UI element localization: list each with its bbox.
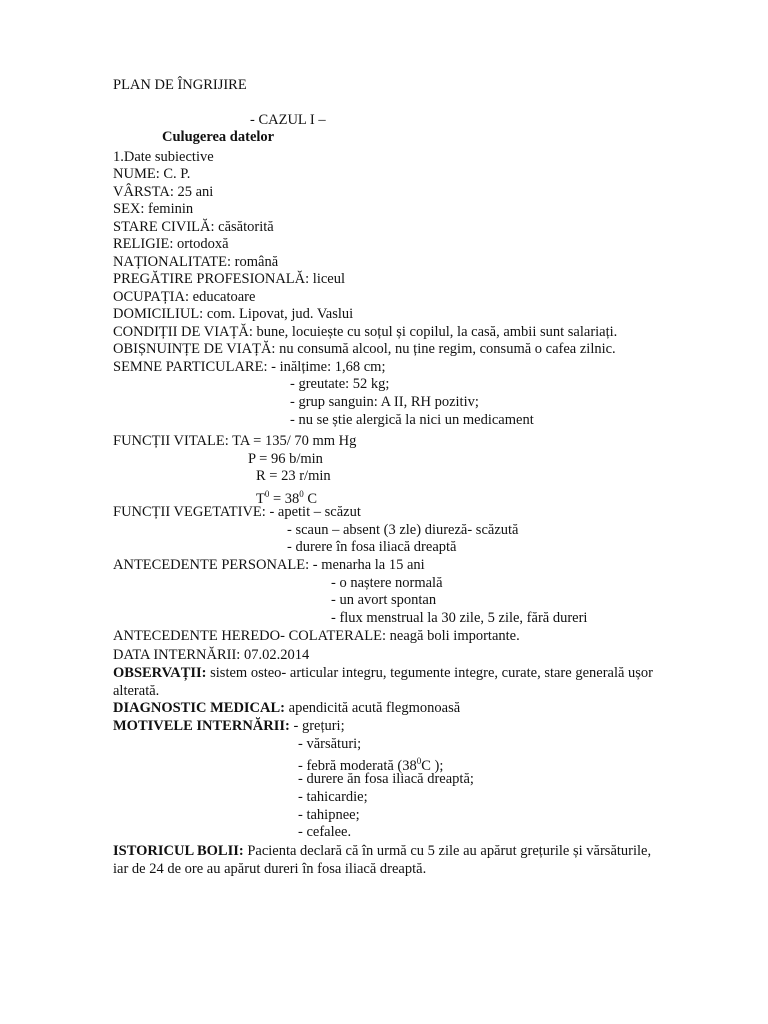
reasons-fever-unit: C ); — [421, 757, 444, 774]
signs-item: - greutate: 52 kg; — [290, 376, 390, 392]
field-label: CONDIȚII DE VIAȚĂ: — [113, 324, 253, 340]
observations-label: OBSERVAȚII: — [113, 665, 207, 681]
field-label: OCUPAȚIA: — [113, 289, 190, 305]
field-label: STARE CIVILĂ: — [113, 219, 215, 235]
field-living-conditions — [113, 323, 617, 341]
vitals-t-value: = 38 — [269, 490, 300, 507]
vitals-row — [113, 432, 356, 450]
observations-value: sistem osteo- articular integru, tegumente integre, curate, stare generală ușor alterată. — [113, 665, 654, 699]
field-label: NUME: — [113, 166, 160, 182]
field-habits — [113, 340, 616, 358]
vitals-ta: TA = 135/ 70 mm Hg — [232, 433, 357, 449]
field-label: VÂRSTA: — [113, 184, 174, 200]
field-value: educatoare — [189, 289, 256, 305]
field-civil-status — [113, 218, 274, 236]
field-training — [113, 270, 345, 288]
reasons-fever-text: - febră moderată (38 — [298, 757, 417, 774]
field-sex — [113, 200, 193, 218]
field-value: bune, locuiește cu soțul și copilul, la casă, ambii sunt salariați. — [252, 324, 618, 340]
history-label: ISTORICUL BOLII: — [113, 843, 244, 859]
history-value: Pacienta declară că în urmă cu 5 zile au apărut grețurile și vărsăturile, iar de 24 de ore au apărut dureri în fosa iliacă dreaptă. — [113, 843, 652, 877]
reasons-row — [113, 717, 345, 735]
signs-item: - nu se știe alergică la nici un medicament — [290, 412, 534, 428]
signs-item: - grup sanguin: A II, RH pozitiv; — [290, 394, 479, 410]
field-value: liceul — [309, 271, 346, 287]
reasons-item: - tahicardie; — [298, 789, 368, 805]
subjective-heading: 1.Date subiective — [113, 149, 214, 165]
field-label: SEX: — [113, 201, 145, 217]
field-value: ortodoxă — [173, 236, 229, 252]
vegetative-label: FUNCȚII VEGETATIVE: — [113, 504, 266, 520]
vegetative-item: - apetit – scăzut — [269, 504, 361, 520]
vitals-t-sup: 0 — [264, 489, 270, 499]
vitals-t-label: T — [256, 490, 265, 507]
admission-label: DATA INTERNĂRII: — [113, 647, 241, 663]
personal-item: - o naștere normală — [331, 575, 443, 591]
personal-item: - un avort spontan — [331, 592, 437, 608]
field-label: OBIȘNUINȚE DE VIAȚĂ: — [113, 341, 276, 357]
personal-row — [113, 556, 425, 574]
hereditary-value: neagă boli importante. — [386, 628, 520, 644]
document-title: PLAN DE ÎNGRIJIRE — [113, 77, 247, 93]
field-religion — [113, 235, 229, 253]
field-value: 25 ani — [173, 184, 214, 200]
field-label: NAȚIONALITATE: — [113, 254, 232, 270]
signs-row — [113, 358, 386, 376]
diagnosis-label: DIAGNOSTIC MEDICAL: — [113, 700, 286, 716]
field-age — [113, 183, 213, 201]
signs-label: SEMNE PARTICULARE: — [113, 359, 268, 375]
reasons-item: - vărsături; — [298, 736, 362, 752]
personal-label: ANTECEDENTE PERSONALE: — [113, 557, 310, 573]
vegetative-row — [113, 503, 361, 521]
vegetative-item: - scaun – absent (3 zle) diureză- scăzută — [287, 522, 519, 538]
vitals-t-degree: 0 — [299, 489, 304, 499]
field-nationality — [113, 253, 278, 271]
reasons-fever-degree: 0 — [416, 756, 422, 766]
field-name — [113, 165, 190, 183]
personal-item: - menarha la 15 ani — [312, 557, 425, 573]
reasons-item: - cefalee. — [298, 824, 352, 840]
vitals-label: FUNCȚII VITALE: — [113, 433, 229, 449]
reasons-item: - durere ăn fosa iliacă dreaptă; — [298, 771, 474, 787]
field-label: DOMICILIUL: — [113, 306, 204, 322]
signs-item: - inălțime: 1,68 cm; — [271, 359, 386, 375]
diagnosis-row — [113, 699, 460, 717]
diagnosis-value: apendicită acută flegmonoasă — [285, 700, 461, 716]
section-heading: Culugerea datelor — [162, 129, 275, 145]
field-label: PREGĂTIRE PROFESIONALĂ: — [113, 271, 310, 287]
field-value: nu consumă alcool, nu ține regim, consumă o cafea zilnic. — [275, 341, 616, 357]
vitals-t-unit: C — [303, 490, 318, 507]
history-row — [113, 842, 653, 878]
vegetative-item: - durere în fosa iliacă dreaptă — [287, 539, 457, 555]
reasons-label: MOTIVELE INTERNĂRII: — [113, 718, 290, 734]
field-occupation — [113, 288, 255, 306]
field-value: feminin — [144, 201, 194, 217]
hereditary-row — [113, 627, 520, 645]
field-value: română — [231, 254, 279, 270]
vitals-respiration: R = 23 r/min — [256, 468, 331, 484]
field-label: RELIGIE: — [113, 236, 174, 252]
hereditary-label: ANTECEDENTE HEREDO- COLATERALE: — [113, 628, 387, 644]
vitals-pulse: P = 96 b/min — [248, 451, 323, 467]
field-value: căsătorită — [214, 219, 274, 235]
case-heading: - CAZUL I – — [250, 112, 326, 128]
reasons-item: - tahipnee; — [298, 807, 360, 823]
field-value: C. P. — [159, 166, 191, 182]
field-value: com. Lipovat, jud. Vaslui — [203, 306, 354, 322]
observations-row — [113, 664, 653, 700]
admission-value: 07.02.2014 — [240, 647, 310, 663]
personal-item: - flux menstrual la 30 zile, 5 zile, fără dureri — [331, 610, 588, 626]
admission-row — [113, 646, 309, 664]
reasons-item: - grețuri; — [289, 718, 345, 734]
field-domicile — [113, 305, 353, 323]
